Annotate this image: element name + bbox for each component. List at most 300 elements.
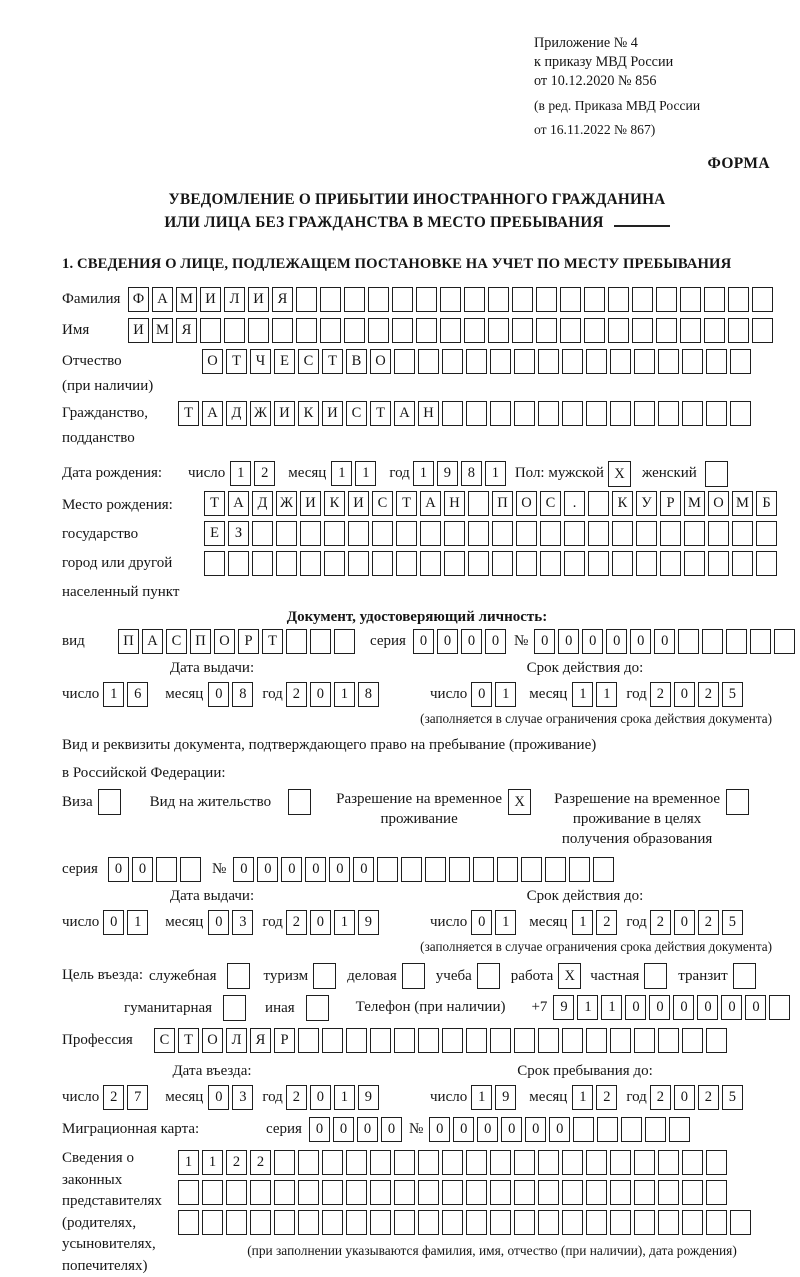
char-cell[interactable] — [477, 963, 500, 989]
char-cell[interactable] — [372, 521, 393, 546]
char-cell[interactable] — [612, 551, 633, 576]
char-cell[interactable] — [732, 521, 753, 546]
char-cell[interactable]: О — [202, 1028, 223, 1053]
char-cell[interactable] — [394, 1210, 415, 1235]
char-cell[interactable] — [597, 1117, 618, 1142]
char-cell[interactable] — [272, 318, 293, 343]
char-cell[interactable] — [536, 318, 557, 343]
char-cell[interactable] — [658, 401, 679, 426]
char-cell[interactable]: Ж — [276, 491, 297, 516]
char-cell[interactable]: 0 — [721, 995, 742, 1020]
doc-valid-year-input[interactable] — [650, 682, 746, 707]
purpose-business-checkbox[interactable] — [402, 963, 428, 989]
char-cell[interactable] — [252, 521, 273, 546]
char-cell[interactable] — [586, 349, 607, 374]
temp-residence-edu-checkbox[interactable] — [726, 789, 752, 815]
birthplace-line2-input[interactable] — [204, 521, 780, 546]
doc-issue-year-input[interactable] — [286, 682, 382, 707]
char-cell[interactable] — [682, 401, 703, 426]
char-cell[interactable]: С — [540, 491, 561, 516]
char-cell[interactable] — [634, 1028, 655, 1053]
char-cell[interactable] — [514, 1180, 535, 1205]
char-cell[interactable] — [560, 318, 581, 343]
birth-month-input[interactable] — [331, 461, 379, 486]
char-cell[interactable]: А — [202, 401, 223, 426]
char-cell[interactable]: 0 — [281, 857, 302, 882]
char-cell[interactable] — [418, 1028, 439, 1053]
citizenship-input[interactable] — [178, 401, 754, 426]
char-cell[interactable]: 2 — [103, 1085, 124, 1110]
doc-issue-month-input[interactable] — [208, 682, 256, 707]
purpose-other-checkbox[interactable] — [306, 995, 332, 1021]
char-cell[interactable] — [298, 1210, 319, 1235]
patronymic-input[interactable] — [202, 349, 754, 374]
sex-female-checkbox[interactable] — [705, 461, 731, 487]
stay-year-input[interactable] — [650, 1085, 746, 1110]
char-cell[interactable]: 1 — [601, 995, 622, 1020]
char-cell[interactable]: 0 — [549, 1117, 570, 1142]
char-cell[interactable] — [562, 1180, 583, 1205]
residence-valid-year-input[interactable] — [650, 910, 746, 935]
char-cell[interactable]: 0 — [745, 995, 766, 1020]
char-cell[interactable]: 0 — [534, 629, 555, 654]
char-cell[interactable]: Т — [370, 401, 391, 426]
char-cell[interactable]: 0 — [437, 629, 458, 654]
char-cell[interactable]: 2 — [286, 910, 307, 935]
sex-male-checkbox[interactable] — [608, 461, 634, 487]
char-cell[interactable]: 8 — [358, 682, 379, 707]
char-cell[interactable]: 1 — [572, 910, 593, 935]
char-cell[interactable] — [178, 1210, 199, 1235]
char-cell[interactable]: А — [142, 629, 163, 654]
char-cell[interactable]: 0 — [674, 1085, 695, 1110]
char-cell[interactable]: О — [214, 629, 235, 654]
char-cell[interactable]: . — [564, 491, 585, 516]
char-cell[interactable] — [420, 521, 441, 546]
char-cell[interactable] — [726, 789, 749, 815]
char-cell[interactable] — [728, 287, 749, 312]
char-cell[interactable]: 9 — [553, 995, 574, 1020]
char-cell[interactable] — [562, 1028, 583, 1053]
char-cell[interactable] — [372, 551, 393, 576]
char-cell[interactable] — [370, 1210, 391, 1235]
char-cell[interactable]: X — [558, 963, 581, 989]
char-cell[interactable] — [538, 349, 559, 374]
char-cell[interactable] — [573, 1117, 594, 1142]
char-cell[interactable] — [540, 551, 561, 576]
char-cell[interactable] — [706, 1210, 727, 1235]
char-cell[interactable] — [521, 857, 542, 882]
char-cell[interactable]: 9 — [358, 910, 379, 935]
char-cell[interactable] — [514, 349, 535, 374]
char-cell[interactable] — [610, 401, 631, 426]
char-cell[interactable]: 0 — [485, 629, 506, 654]
char-cell[interactable]: 2 — [250, 1150, 271, 1175]
char-cell[interactable] — [224, 318, 245, 343]
char-cell[interactable]: С — [298, 349, 319, 374]
char-cell[interactable] — [416, 287, 437, 312]
char-cell[interactable] — [586, 1028, 607, 1053]
char-cell[interactable]: 0 — [606, 629, 627, 654]
char-cell[interactable] — [706, 1028, 727, 1053]
char-cell[interactable]: 0 — [471, 682, 492, 707]
char-cell[interactable] — [538, 1180, 559, 1205]
char-cell[interactable]: П — [118, 629, 139, 654]
char-cell[interactable] — [250, 1180, 271, 1205]
char-cell[interactable] — [732, 551, 753, 576]
char-cell[interactable] — [756, 551, 777, 576]
purpose-tourism-checkbox[interactable] — [313, 963, 339, 989]
char-cell[interactable] — [466, 349, 487, 374]
char-cell[interactable]: 1 — [413, 461, 434, 486]
char-cell[interactable]: 0 — [673, 995, 694, 1020]
char-cell[interactable] — [228, 551, 249, 576]
char-cell[interactable] — [348, 551, 369, 576]
char-cell[interactable]: Т — [178, 401, 199, 426]
residence-valid-day-input[interactable] — [471, 910, 519, 935]
char-cell[interactable] — [669, 1117, 690, 1142]
char-cell[interactable] — [416, 318, 437, 343]
char-cell[interactable]: 0 — [413, 629, 434, 654]
char-cell[interactable] — [560, 287, 581, 312]
migration-number-input[interactable] — [429, 1117, 693, 1142]
char-cell[interactable]: 0 — [233, 857, 254, 882]
char-cell[interactable] — [660, 521, 681, 546]
purpose-humanitarian-checkbox[interactable] — [223, 995, 249, 1021]
char-cell[interactable]: 0 — [501, 1117, 522, 1142]
char-cell[interactable]: 7 — [127, 1085, 148, 1110]
char-cell[interactable]: М — [176, 287, 197, 312]
char-cell[interactable]: И — [248, 287, 269, 312]
char-cell[interactable] — [586, 401, 607, 426]
doc-issue-day-input[interactable] — [103, 682, 151, 707]
char-cell[interactable]: И — [128, 318, 149, 343]
char-cell[interactable]: О — [202, 349, 223, 374]
surname-input[interactable] — [128, 287, 776, 312]
char-cell[interactable] — [750, 629, 771, 654]
char-cell[interactable] — [516, 521, 537, 546]
char-cell[interactable]: Я — [176, 318, 197, 343]
char-cell[interactable] — [449, 857, 470, 882]
residence-issue-year-input[interactable] — [286, 910, 382, 935]
char-cell[interactable] — [680, 287, 701, 312]
char-cell[interactable]: 1 — [572, 682, 593, 707]
char-cell[interactable] — [540, 521, 561, 546]
char-cell[interactable] — [440, 287, 461, 312]
char-cell[interactable] — [324, 551, 345, 576]
char-cell[interactable]: Р — [660, 491, 681, 516]
char-cell[interactable] — [466, 1180, 487, 1205]
stay-day-input[interactable] — [471, 1085, 519, 1110]
char-cell[interactable]: Н — [444, 491, 465, 516]
char-cell[interactable] — [588, 551, 609, 576]
char-cell[interactable] — [392, 318, 413, 343]
char-cell[interactable] — [586, 1180, 607, 1205]
char-cell[interactable] — [440, 318, 461, 343]
char-cell[interactable] — [644, 963, 667, 989]
char-cell[interactable]: 1 — [334, 682, 355, 707]
char-cell[interactable] — [286, 629, 307, 654]
char-cell[interactable]: И — [322, 401, 343, 426]
char-cell[interactable] — [322, 1028, 343, 1053]
char-cell[interactable] — [564, 551, 585, 576]
char-cell[interactable] — [418, 1180, 439, 1205]
doc-number-input[interactable] — [534, 629, 798, 654]
char-cell[interactable] — [488, 318, 509, 343]
char-cell[interactable] — [488, 287, 509, 312]
entry-month-input[interactable] — [208, 1085, 256, 1110]
char-cell[interactable] — [344, 287, 365, 312]
char-cell[interactable] — [634, 401, 655, 426]
char-cell[interactable]: 2 — [254, 461, 275, 486]
char-cell[interactable] — [588, 521, 609, 546]
char-cell[interactable] — [344, 318, 365, 343]
char-cell[interactable]: 0 — [461, 629, 482, 654]
char-cell[interactable]: Р — [274, 1028, 295, 1053]
char-cell[interactable]: 0 — [471, 910, 492, 935]
char-cell[interactable]: З — [228, 521, 249, 546]
residence-series-input[interactable] — [108, 857, 204, 882]
char-cell[interactable] — [252, 551, 273, 576]
char-cell[interactable] — [562, 1210, 583, 1235]
char-cell[interactable]: 3 — [232, 910, 253, 935]
char-cell[interactable] — [702, 629, 723, 654]
phone-input[interactable] — [553, 995, 793, 1020]
char-cell[interactable] — [300, 521, 321, 546]
char-cell[interactable]: 2 — [596, 1085, 617, 1110]
char-cell[interactable] — [538, 1210, 559, 1235]
char-cell[interactable] — [538, 1028, 559, 1053]
char-cell[interactable] — [200, 318, 221, 343]
char-cell[interactable] — [226, 1210, 247, 1235]
char-cell[interactable] — [656, 318, 677, 343]
char-cell[interactable] — [562, 349, 583, 374]
char-cell[interactable]: 1 — [485, 461, 506, 486]
char-cell[interactable] — [368, 287, 389, 312]
char-cell[interactable] — [706, 401, 727, 426]
char-cell[interactable] — [370, 1028, 391, 1053]
char-cell[interactable]: 2 — [650, 910, 671, 935]
char-cell[interactable]: 0 — [353, 857, 374, 882]
char-cell[interactable]: 0 — [649, 995, 670, 1020]
char-cell[interactable] — [708, 551, 729, 576]
char-cell[interactable]: 9 — [495, 1085, 516, 1110]
char-cell[interactable] — [420, 551, 441, 576]
char-cell[interactable]: 1 — [495, 682, 516, 707]
char-cell[interactable] — [610, 349, 631, 374]
char-cell[interactable] — [680, 318, 701, 343]
char-cell[interactable]: Е — [204, 521, 225, 546]
char-cell[interactable]: 2 — [698, 1085, 719, 1110]
char-cell[interactable] — [320, 318, 341, 343]
residence-valid-month-input[interactable] — [572, 910, 620, 935]
char-cell[interactable]: 0 — [329, 857, 350, 882]
char-cell[interactable]: Т — [322, 349, 343, 374]
char-cell[interactable] — [442, 1180, 463, 1205]
char-cell[interactable]: 1 — [495, 910, 516, 935]
char-cell[interactable] — [545, 857, 566, 882]
purpose-transit-checkbox[interactable] — [733, 963, 759, 989]
char-cell[interactable]: Я — [272, 287, 293, 312]
firstname-input[interactable] — [128, 318, 776, 343]
char-cell[interactable]: 0 — [310, 910, 331, 935]
char-cell[interactable] — [769, 995, 790, 1020]
char-cell[interactable]: К — [298, 401, 319, 426]
char-cell[interactable]: 0 — [697, 995, 718, 1020]
char-cell[interactable] — [468, 551, 489, 576]
char-cell[interactable] — [492, 521, 513, 546]
char-cell[interactable] — [394, 1180, 415, 1205]
char-cell[interactable] — [392, 287, 413, 312]
char-cell[interactable]: П — [190, 629, 211, 654]
char-cell[interactable] — [334, 629, 355, 654]
char-cell[interactable]: 6 — [127, 682, 148, 707]
char-cell[interactable]: 1 — [103, 682, 124, 707]
char-cell[interactable]: 0 — [630, 629, 651, 654]
char-cell[interactable] — [490, 1210, 511, 1235]
char-cell[interactable] — [608, 318, 629, 343]
char-cell[interactable] — [645, 1117, 666, 1142]
char-cell[interactable] — [684, 551, 705, 576]
char-cell[interactable] — [636, 521, 657, 546]
char-cell[interactable]: Д — [252, 491, 273, 516]
char-cell[interactable] — [730, 1210, 751, 1235]
char-cell[interactable]: С — [346, 401, 367, 426]
char-cell[interactable] — [202, 1180, 223, 1205]
char-cell[interactable] — [610, 1028, 631, 1053]
char-cell[interactable] — [288, 789, 311, 815]
char-cell[interactable]: 0 — [453, 1117, 474, 1142]
char-cell[interactable]: 0 — [674, 910, 695, 935]
char-cell[interactable]: И — [274, 401, 295, 426]
char-cell[interactable] — [204, 551, 225, 576]
char-cell[interactable] — [444, 551, 465, 576]
char-cell[interactable] — [306, 995, 329, 1021]
char-cell[interactable] — [612, 521, 633, 546]
char-cell[interactable]: 9 — [358, 1085, 379, 1110]
char-cell[interactable]: Я — [250, 1028, 271, 1053]
char-cell[interactable]: И — [300, 491, 321, 516]
char-cell[interactable]: И — [200, 287, 221, 312]
char-cell[interactable]: Т — [178, 1028, 199, 1053]
char-cell[interactable]: 0 — [429, 1117, 450, 1142]
char-cell[interactable]: 9 — [437, 461, 458, 486]
residence-issue-day-input[interactable] — [103, 910, 151, 935]
char-cell[interactable] — [632, 287, 653, 312]
char-cell[interactable]: К — [612, 491, 633, 516]
char-cell[interactable] — [464, 287, 485, 312]
char-cell[interactable]: 8 — [232, 682, 253, 707]
char-cell[interactable] — [226, 1180, 247, 1205]
char-cell[interactable]: Д — [226, 401, 247, 426]
char-cell[interactable]: А — [394, 401, 415, 426]
migration-series-input[interactable] — [309, 1117, 405, 1142]
char-cell[interactable]: 0 — [357, 1117, 378, 1142]
char-cell[interactable]: 0 — [654, 629, 675, 654]
char-cell[interactable] — [726, 629, 747, 654]
char-cell[interactable] — [418, 349, 439, 374]
char-cell[interactable] — [774, 629, 795, 654]
char-cell[interactable] — [296, 287, 317, 312]
char-cell[interactable] — [464, 318, 485, 343]
char-cell[interactable]: 0 — [305, 857, 326, 882]
char-cell[interactable] — [490, 1180, 511, 1205]
char-cell[interactable] — [608, 287, 629, 312]
char-cell[interactable] — [660, 551, 681, 576]
char-cell[interactable]: X — [508, 789, 531, 815]
char-cell[interactable] — [466, 1028, 487, 1053]
char-cell[interactable] — [538, 401, 559, 426]
char-cell[interactable] — [634, 1210, 655, 1235]
char-cell[interactable] — [682, 1210, 703, 1235]
char-cell[interactable] — [584, 318, 605, 343]
representatives-line2-input[interactable] — [178, 1180, 754, 1205]
char-cell[interactable]: 1 — [230, 461, 251, 486]
char-cell[interactable]: 0 — [103, 910, 124, 935]
char-cell[interactable]: 1 — [334, 1085, 355, 1110]
char-cell[interactable] — [704, 318, 725, 343]
char-cell[interactable] — [678, 629, 699, 654]
char-cell[interactable] — [202, 1210, 223, 1235]
char-cell[interactable] — [708, 521, 729, 546]
char-cell[interactable]: И — [348, 491, 369, 516]
char-cell[interactable] — [396, 521, 417, 546]
char-cell[interactable] — [274, 1210, 295, 1235]
char-cell[interactable] — [444, 521, 465, 546]
char-cell[interactable]: А — [420, 491, 441, 516]
char-cell[interactable]: Т — [262, 629, 283, 654]
entry-year-input[interactable] — [286, 1085, 382, 1110]
char-cell[interactable] — [346, 1028, 367, 1053]
char-cell[interactable] — [569, 857, 590, 882]
char-cell[interactable] — [401, 857, 422, 882]
char-cell[interactable]: 0 — [674, 682, 695, 707]
char-cell[interactable] — [418, 1210, 439, 1235]
char-cell[interactable]: 0 — [333, 1117, 354, 1142]
stay-month-input[interactable] — [572, 1085, 620, 1110]
purpose-official-checkbox[interactable] — [227, 963, 253, 989]
char-cell[interactable]: У — [636, 491, 657, 516]
char-cell[interactable] — [322, 1210, 343, 1235]
char-cell[interactable]: 0 — [208, 910, 229, 935]
char-cell[interactable]: 0 — [625, 995, 646, 1020]
doc-valid-month-input[interactable] — [572, 682, 620, 707]
char-cell[interactable] — [368, 318, 389, 343]
char-cell[interactable] — [346, 1210, 367, 1235]
char-cell[interactable] — [473, 857, 494, 882]
char-cell[interactable] — [276, 521, 297, 546]
char-cell[interactable] — [497, 857, 518, 882]
char-cell[interactable] — [621, 1117, 642, 1142]
char-cell[interactable] — [584, 287, 605, 312]
char-cell[interactable] — [586, 1210, 607, 1235]
char-cell[interactable] — [227, 963, 250, 989]
char-cell[interactable] — [636, 551, 657, 576]
purpose-work-checkbox[interactable] — [558, 963, 584, 989]
char-cell[interactable]: К — [324, 491, 345, 516]
char-cell[interactable] — [634, 1180, 655, 1205]
char-cell[interactable] — [394, 349, 415, 374]
char-cell[interactable]: 1 — [331, 461, 352, 486]
residence-permit-checkbox[interactable] — [288, 789, 314, 815]
char-cell[interactable]: О — [370, 349, 391, 374]
char-cell[interactable]: 8 — [461, 461, 482, 486]
char-cell[interactable] — [658, 1210, 679, 1235]
char-cell[interactable] — [490, 1028, 511, 1053]
char-cell[interactable] — [684, 521, 705, 546]
char-cell[interactable] — [348, 521, 369, 546]
char-cell[interactable] — [223, 995, 246, 1021]
